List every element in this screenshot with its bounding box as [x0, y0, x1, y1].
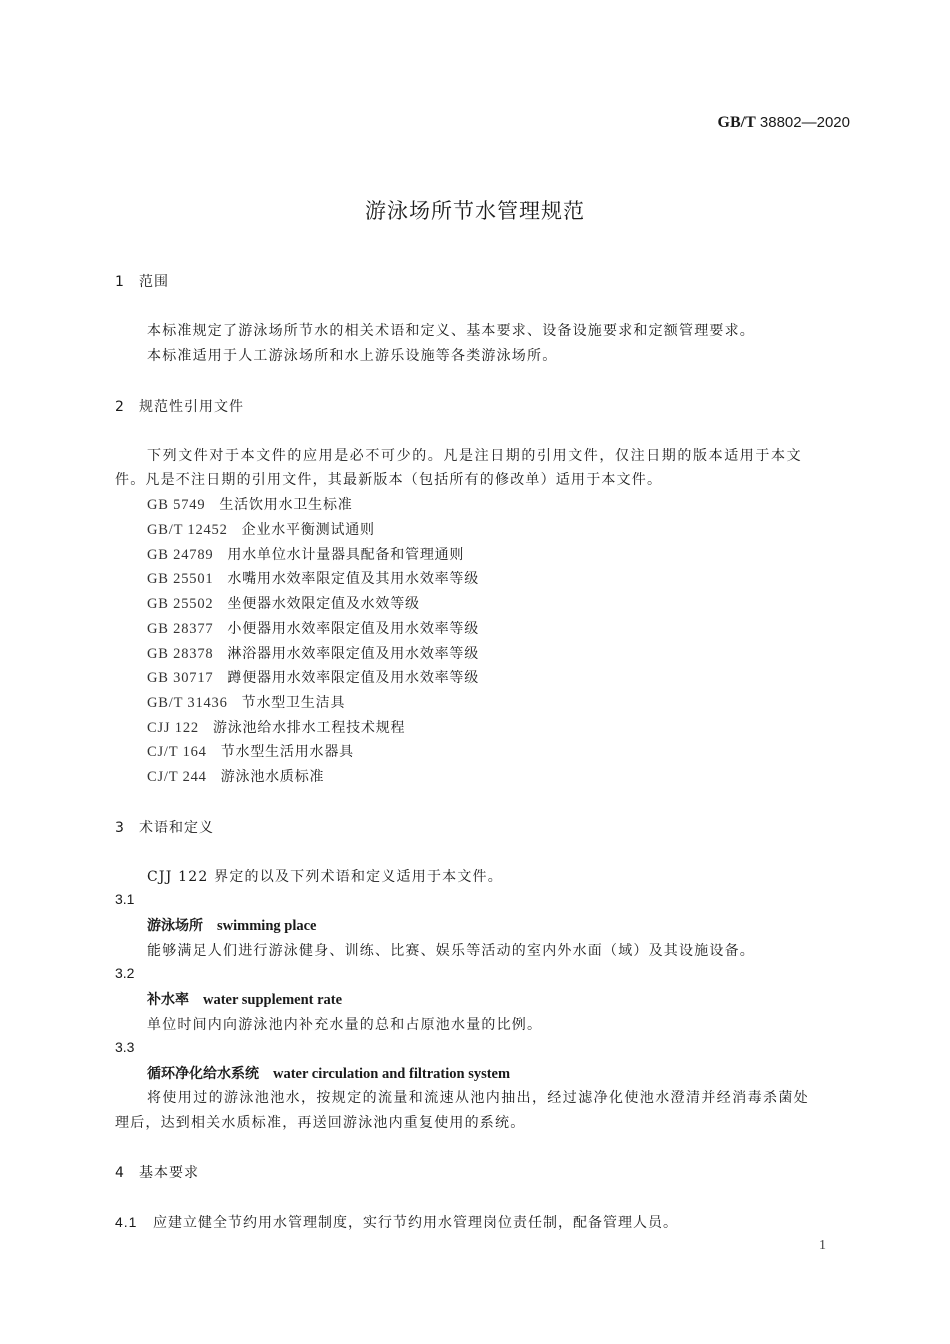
standard-code: [718, 114, 851, 132]
reference-item: GB 28377 小便器用水效率限定值及用水效率等级: [147, 621, 480, 637]
reference-item: GB 5749 生活饮用水卫生标准: [147, 497, 353, 513]
reference-item: GB 28378 淋浴器用水效率限定值及用水效率等级: [147, 646, 480, 662]
term-heading: 循环净化给水系统 water circulation and filtration system: [147, 1066, 511, 1082]
term-definition: 单位时间内向游泳池内补充水量的总和占原池水量的比例。: [147, 1017, 543, 1033]
reference-item: CJ/T 164 节水型生活用水器具: [147, 744, 354, 760]
term-number: 3.2: [115, 965, 135, 981]
term-definition: 能够满足人们进行游泳健身、训练、比赛、娱乐等活动的室内外水面（域）及其设施设备。: [147, 943, 755, 959]
term-number: 3.3: [115, 1039, 135, 1055]
clause-4-1: 4.1 应建立健全节约用水管理制度，实行节约用水管理岗位责任制，配备管理人员。: [115, 1214, 678, 1231]
reference-item: CJ/T 244 游泳池水质标准: [147, 769, 325, 785]
reference-item: GB/T 31436 节水型卫生洁具: [147, 695, 346, 711]
term-definition-line-1: 将使用过的游泳池池水，按规定的流量和流速从池内抽出，经过滤净化使池水澄清并经消毒杀菌处: [147, 1090, 810, 1106]
reference-item: CJJ 122 游泳池给水排水工程技术规程: [147, 720, 406, 736]
section-2-intro-line-2: 件。凡是不注日期的引用文件，其最新版本（包括所有的修改单）适用于本文件。: [115, 472, 663, 488]
section-1-para-1: 本标准规定了游泳场所节水的相关术语和定义、基本要求、设备设施要求和定额管理要求。: [147, 323, 755, 339]
term-heading: 游泳场所 swimming place: [147, 918, 317, 934]
section-1-heading: 1 范围: [115, 274, 169, 290]
standard-prefix: GB/T: [717, 114, 756, 131]
reference-item: GB 25502 坐便器水效限定值及水效等级: [147, 596, 420, 612]
reference-item: GB 30717 蹲便器用水效率限定值及用水效率等级: [147, 670, 480, 686]
term-number: 3.1: [115, 891, 135, 907]
reference-item: GB 25501 水嘴用水效率限定值及其用水效率等级: [147, 571, 480, 587]
term-definition-line-2: 理后，达到相关水质标准，再送回游泳池内重复使用的系统。: [115, 1115, 526, 1131]
section-2-heading: 2 规范性引用文件: [115, 399, 244, 415]
page-number: 1: [819, 1238, 826, 1253]
section-2-intro-line-1: 下列文件对于本文件的应用是必不可少的。凡是注日期的引用文件，仅注日期的版本适用于本文: [147, 448, 803, 464]
term-heading: 补水率 water supplement rate: [147, 992, 343, 1008]
section-4-heading: 4 基本要求: [115, 1165, 199, 1181]
reference-item: GB 24789 用水单位水计量器具配备和管理通则: [147, 547, 465, 563]
reference-item: GB/T 12452 企业水平衡测试通则: [147, 522, 375, 538]
section-1-para-2: 本标准适用于人工游泳场所和水上游乐设施等各类游泳场所。: [147, 348, 558, 364]
section-3-heading: 3 术语和定义: [115, 820, 214, 836]
section-3-intro: CJJ 122 界定的以及下列术语和定义适用于本文件。: [147, 869, 503, 885]
document-title: 游泳场所节水管理规范: [365, 199, 585, 223]
standard-number: 38802—2020: [759, 114, 850, 131]
